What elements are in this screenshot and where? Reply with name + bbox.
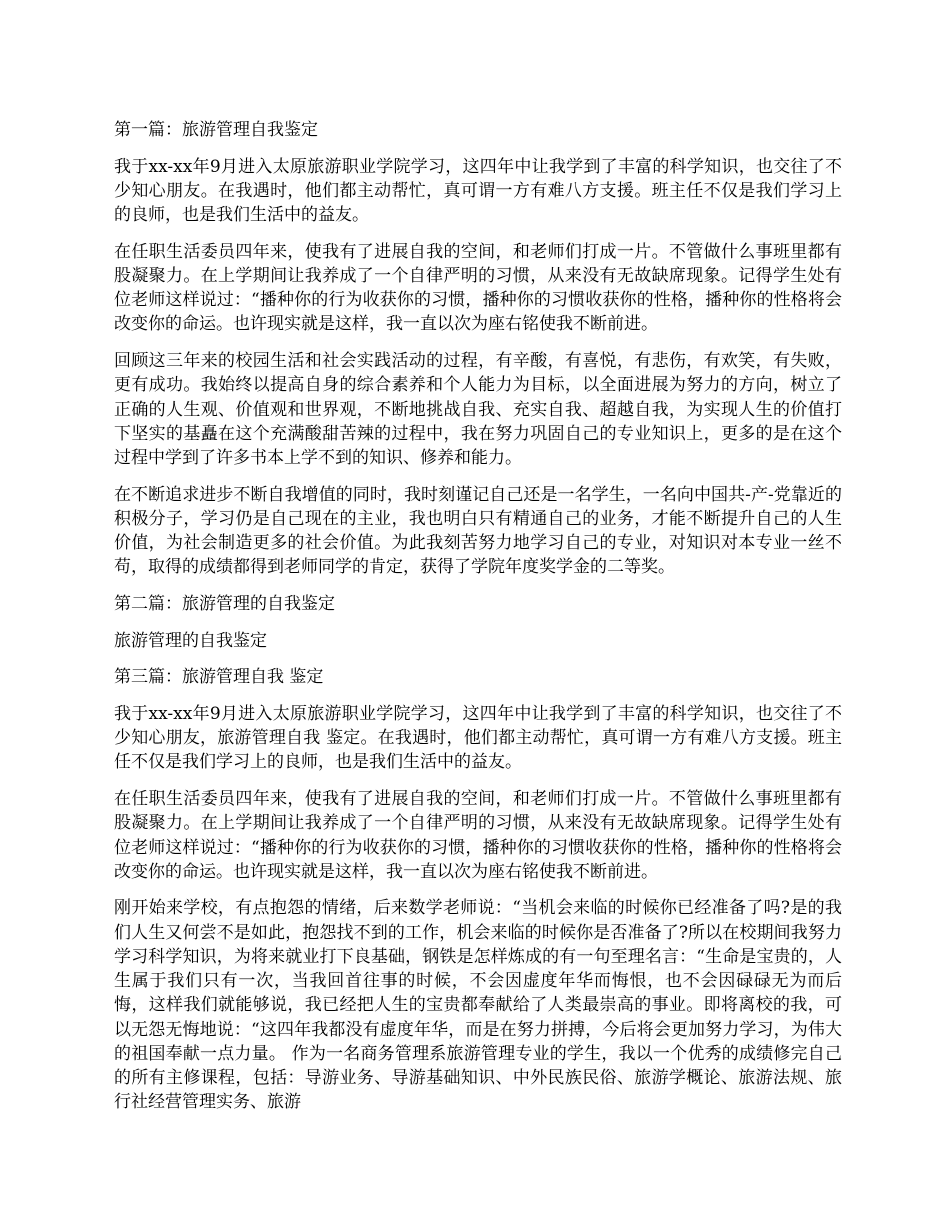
paragraph: 旅游管理的自我鉴定 <box>114 630 267 651</box>
paragraph: 在任职生活委员四年来，使我有了进展自我的空间，和老师们打成一片。不管做什么事班里都有股凝聚力。在上学期间让我养成了一个自律严明的习惯，从来没有无故缺席现象。记得学生处有位老师这样说过：“播种你的行为收获你的习惯，播种你的习惯收获你的性格，播种你的性格将会改变你的命运。也许现实就是这样，我一直以次为座右铭使我不断前进。 <box>114 241 842 335</box>
section-heading-2: 第二篇：旅游管理的自我鉴定 <box>114 593 335 614</box>
section-heading-3: 第三篇：旅游管理自我 鉴定 <box>114 667 324 688</box>
paragraph: 回顾这三年来的校园生活和社会实践活动的过程，有辛酸，有喜悦，有悲伤，有欢笑，有失败，更有成功。我始终以提高自身的综合素养和个人能力为目标，以全面进展为努力的方向，树立了正确的人生观、价值观和世界观，不断地挑战自我、充实自我、超越自我，为实现人生的价值打下坚实的基矗在这个充满酸甜苦辣的过程中，我在努力巩固自己的专业知识上，更多的是在这个过程中学到了许多书本上学不到的知识、修养和能力。 <box>114 351 842 468</box>
paragraph: 刚开始来学校，有点抱怨的情绪，后来数学老师说：“当机会来临的时候你已经准备了吗?是的我们人生又何尝不是如此，抱怨找不到的工作，机会来临的时候你是否准备了?所以在校期间我努力学习科学知识，为将来就业打下良基础，钢铁是怎样炼成的有一句至理名言：“生命是宝贵的，人生属于我们只有一次，当我回首往事的时候，不会因虚度年华而悔恨，也不会因碌碌无为而后悔，这样我们就能够说，我已经把人生的宝贵都奉献给了人类最崇高的事业。即将离校的我，可以无怨无悔地说：“这四年我都没有虚度年华，而是在努力拼搏，今后将会更加努力学习，为伟大的祖国奉献一点力量。 作为一名商务管理系旅游管理专业的学生，我以一个优秀的成绩修完自己的所有主修课程，包括：导游业务、导游基础知识、中外民族民俗、旅游学概论、旅游法规、旅行社经营管理实务、旅游 <box>114 898 842 1113</box>
section-heading-1: 第一篇：旅游管理自我鉴定 <box>114 120 318 140</box>
paragraph: 在不断追求进步不断自我增值的同时，我时刻谨记自己还是一名学生，一名向中国共-产-党靠近的积极分子，学习仍是自己现在的主业，我也明白只有精通自己的业务，才能不断提升自己的人生价值，为社会制造更多的社会价值。为此我刻苦努力地学习自己的专业，对知识对本专业一丝不苟，取得的成绩都得到老师同学的肯定，获得了学院年度奖学金的二等奖。 <box>114 484 842 578</box>
document-body <box>114 118 842 1127</box>
paragraph: 我于xx-xx年9月进入太原旅游职业学院学习，这四年中让我学到了丰富的科学知识，也交往了不少知心朋友。在我遇时，他们都主动帮忙，真可谓一方有难八方支援。班主任不仅是我们学习上的良师，也是我们生活中的益友。 <box>114 156 842 226</box>
paragraph: 在任职生活委员四年来，使我有了进展自我的空间，和老师们打成一片。不管做什么事班里都有股凝聚力。在上学期间让我养成了一个自律严明的习惯，从来没有无故缺席现象。记得学生处有位老师这样说过：“播种你的行为收获你的习惯，播种你的习惯收获你的性格，播种你的性格将会改变你的命运。也许现实就是这样，我一直以次为座右铭使我不断前进。 <box>114 789 842 882</box>
paragraph: 我于xx-xx年9月进入太原旅游职业学院学习，这四年中让我学到了丰富的科学知识，也交往了不少知心朋友，旅游管理自我 鉴定。在我遇时，他们都主动帮忙，真可谓一方有难八方支援。班主任不仅是我们学习上的良师，也是我们生活中的益友。 <box>114 704 842 773</box>
